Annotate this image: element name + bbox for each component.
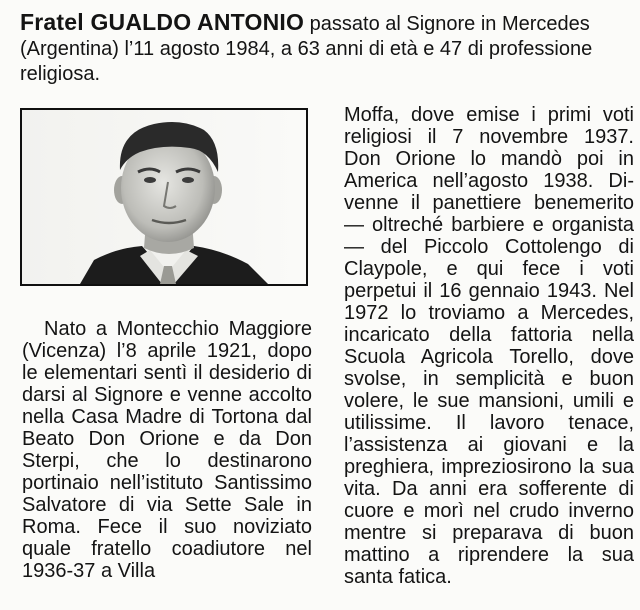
obituary-heading (20, 10, 628, 87)
text-column-left: Nato a Montecchio Maggiore (Vicenza) l’8 aprile 1921, dopo le elementari sentì il desiderio di darsi al Signore e venne accolto nella Casa Madre di Tortona dal Beato Don Orione e da Don Sterpi, che lo destinarono portinaio nell’istituto Santissimo Salvatore di via Sette Sale in Roma. Fece il suo noviziato quale fratello coadiutore nel 1936-37 a Villa (22, 318, 312, 582)
person-name: GUALDO ANTONIO (90, 9, 305, 35)
text-column-right: Moffa, dove emise i primi voti religiosi il 7 novembre 1937. Don Orione lo mandò poi in America nell’agosto 1938. Divenne il panettiere benemerito — oltreché barbiere e organista — del Piccolo Cottolengo di Claypole, e qui fece i voti perpetui il 16 gennaio 1943. Nel 1972 lo troviamo a Mercedes, incaricato della fattoria nella Scuola Agricola Torello, dove svolse, in semplicità e buon volere, le sue mansioni, umili e utilissime. Il lavoro tenace, l’assistenza ai giovani e la preghiera, impreziosirono la sua vita. Da anni era sofferente di cuore e morì nel crudo inverno mentre si preparava di buon mattino a riprendere la sua santa fatica. (344, 104, 634, 588)
title-prefix: Fratel (20, 9, 84, 35)
obituary-summary: passato al Signore in Mercedes (Argentina) l’11 agosto 1984, a 63 anni di età e 47 di professione religiosa. (20, 13, 593, 85)
portrait-photo (20, 108, 308, 286)
portrait-icon (22, 110, 306, 284)
